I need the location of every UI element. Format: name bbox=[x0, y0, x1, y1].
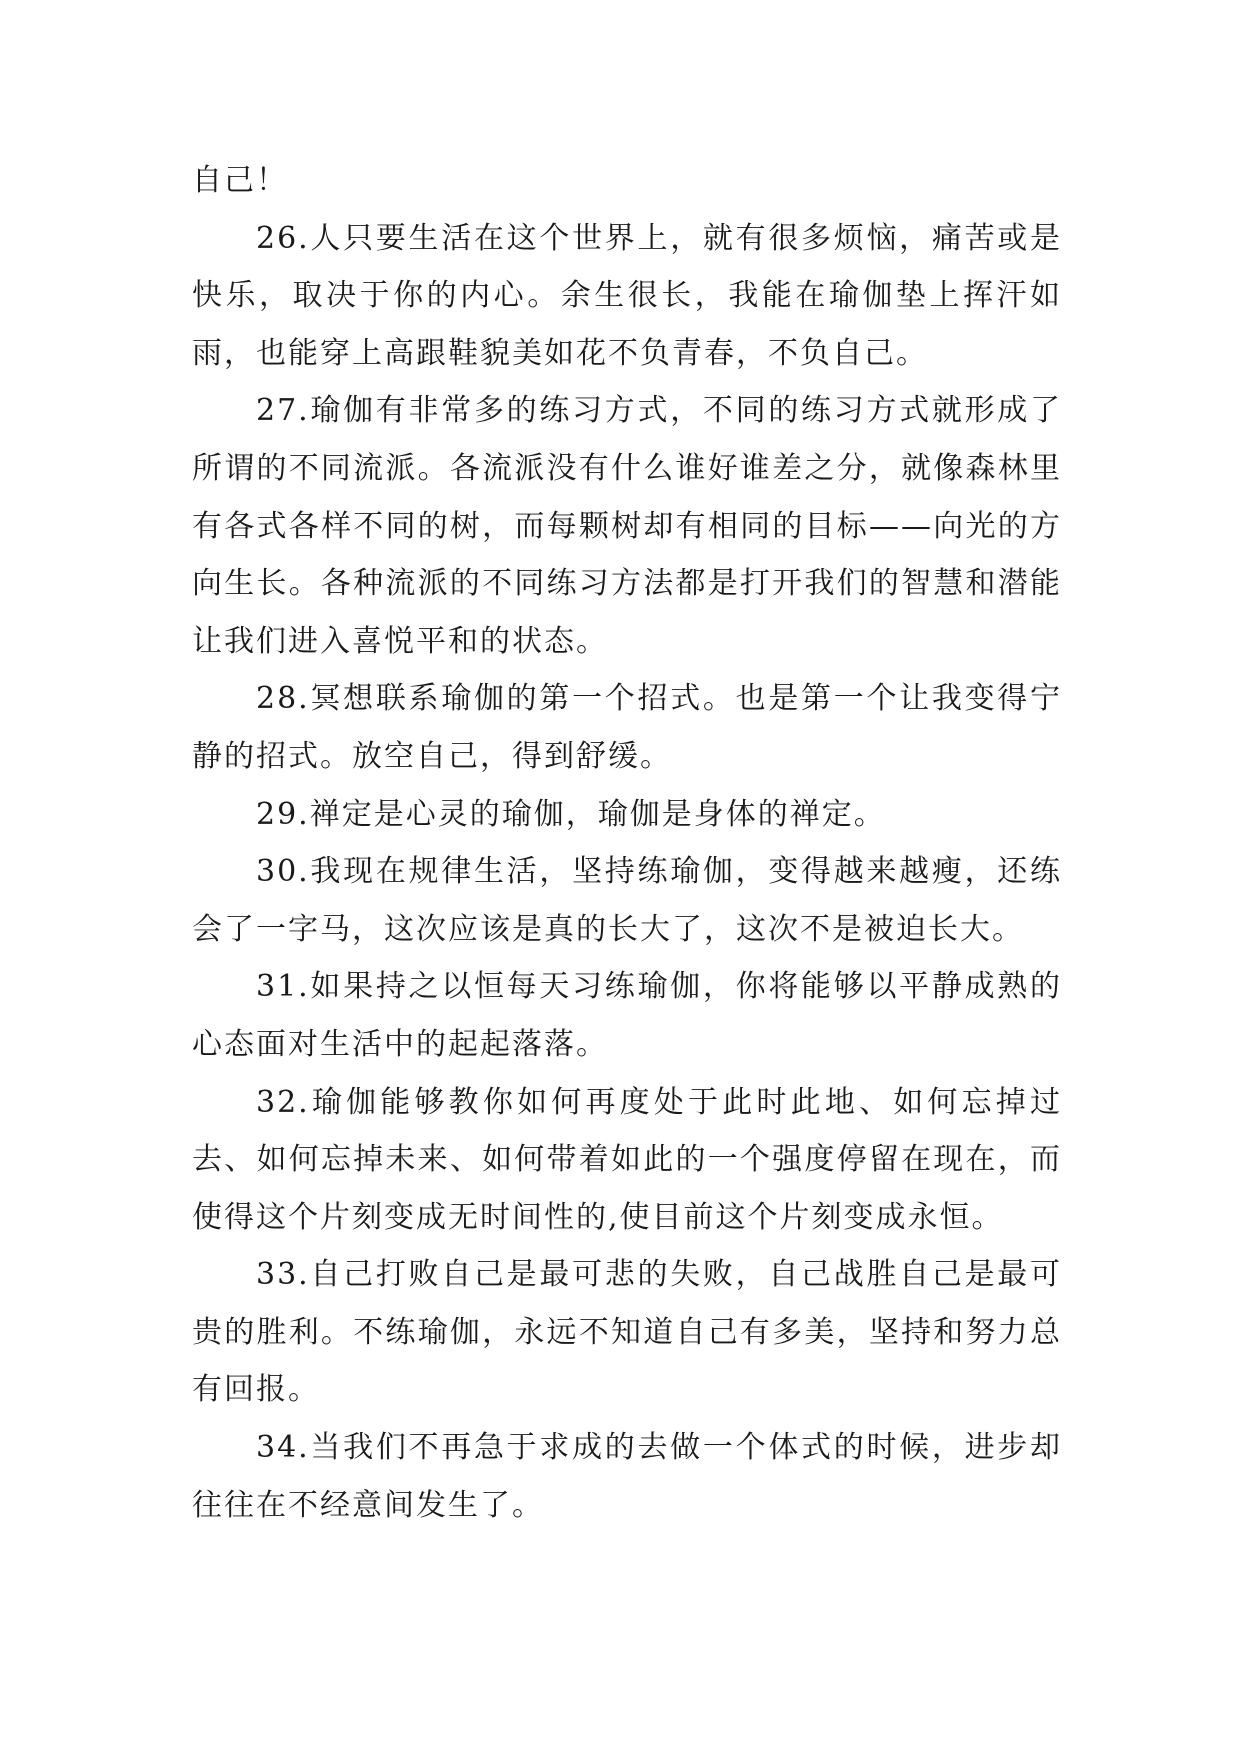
paragraph-31: 31.如果持之以恒每天习练瑜伽，你将能够以平静成熟的心态面对生活中的起起落落。 bbox=[192, 969, 1062, 1062]
paragraph-33: 33.自己打败自己是最可悲的失败，自己战胜自己是最可贵的胜利。不练瑜伽，永远不知道自己有多美，坚持和努力总有回报。 bbox=[192, 1257, 1062, 1408]
document-body bbox=[192, 152, 1062, 1534]
paragraph-29: 29.禅定是心灵的瑜伽，瑜伽是身体的禅定。 bbox=[256, 796, 886, 832]
paragraph-27: 27.瑜伽有非常多的练习方式，不同的练习方式就形成了所谓的不同流派。各流派没有什么谁好谁差之分，就像森林里有各式各样不同的树，而每颗树却有相同的目标——向光的方向生长。各种流派的不同练习方法都是打开我们的智慧和潜能让我们进入喜悦平和的状态。 bbox=[192, 393, 1062, 659]
paragraph-26: 26.人只要生活在这个世界上，就有很多烦恼，痛苦或是快乐，取决于你的内心。余生很长，我能在瑜伽垫上挥汗如雨，也能穿上高跟鞋貌美如花不负青春，不负自己。 bbox=[192, 220, 1062, 371]
paragraph-28: 28.冥想联系瑜伽的第一个招式。也是第一个让我变得宁静的招式。放空自己，得到舒缓。 bbox=[192, 681, 1062, 774]
paragraph-34: 34.当我们不再急于求成的去做一个体式的时候，进步却往往在不经意间发生了。 bbox=[192, 1430, 1062, 1523]
paragraph-32: 32.瑜伽能够教你如何再度处于此时此地、如何忘掉过去、如何忘掉未来、如何带着如此的一个强度停留在现在，而使得这个片刻变成无时间性的,使目前这个片刻变成永恒。 bbox=[192, 1084, 1062, 1235]
paragraph-continuation: 自己！ bbox=[192, 163, 288, 198]
paragraph-30: 30.我现在规律生活，坚持练瑜伽，变得越来越瘦，还练会了一字马，这次应该是真的长大了，这次不是被迫长大。 bbox=[192, 854, 1062, 947]
